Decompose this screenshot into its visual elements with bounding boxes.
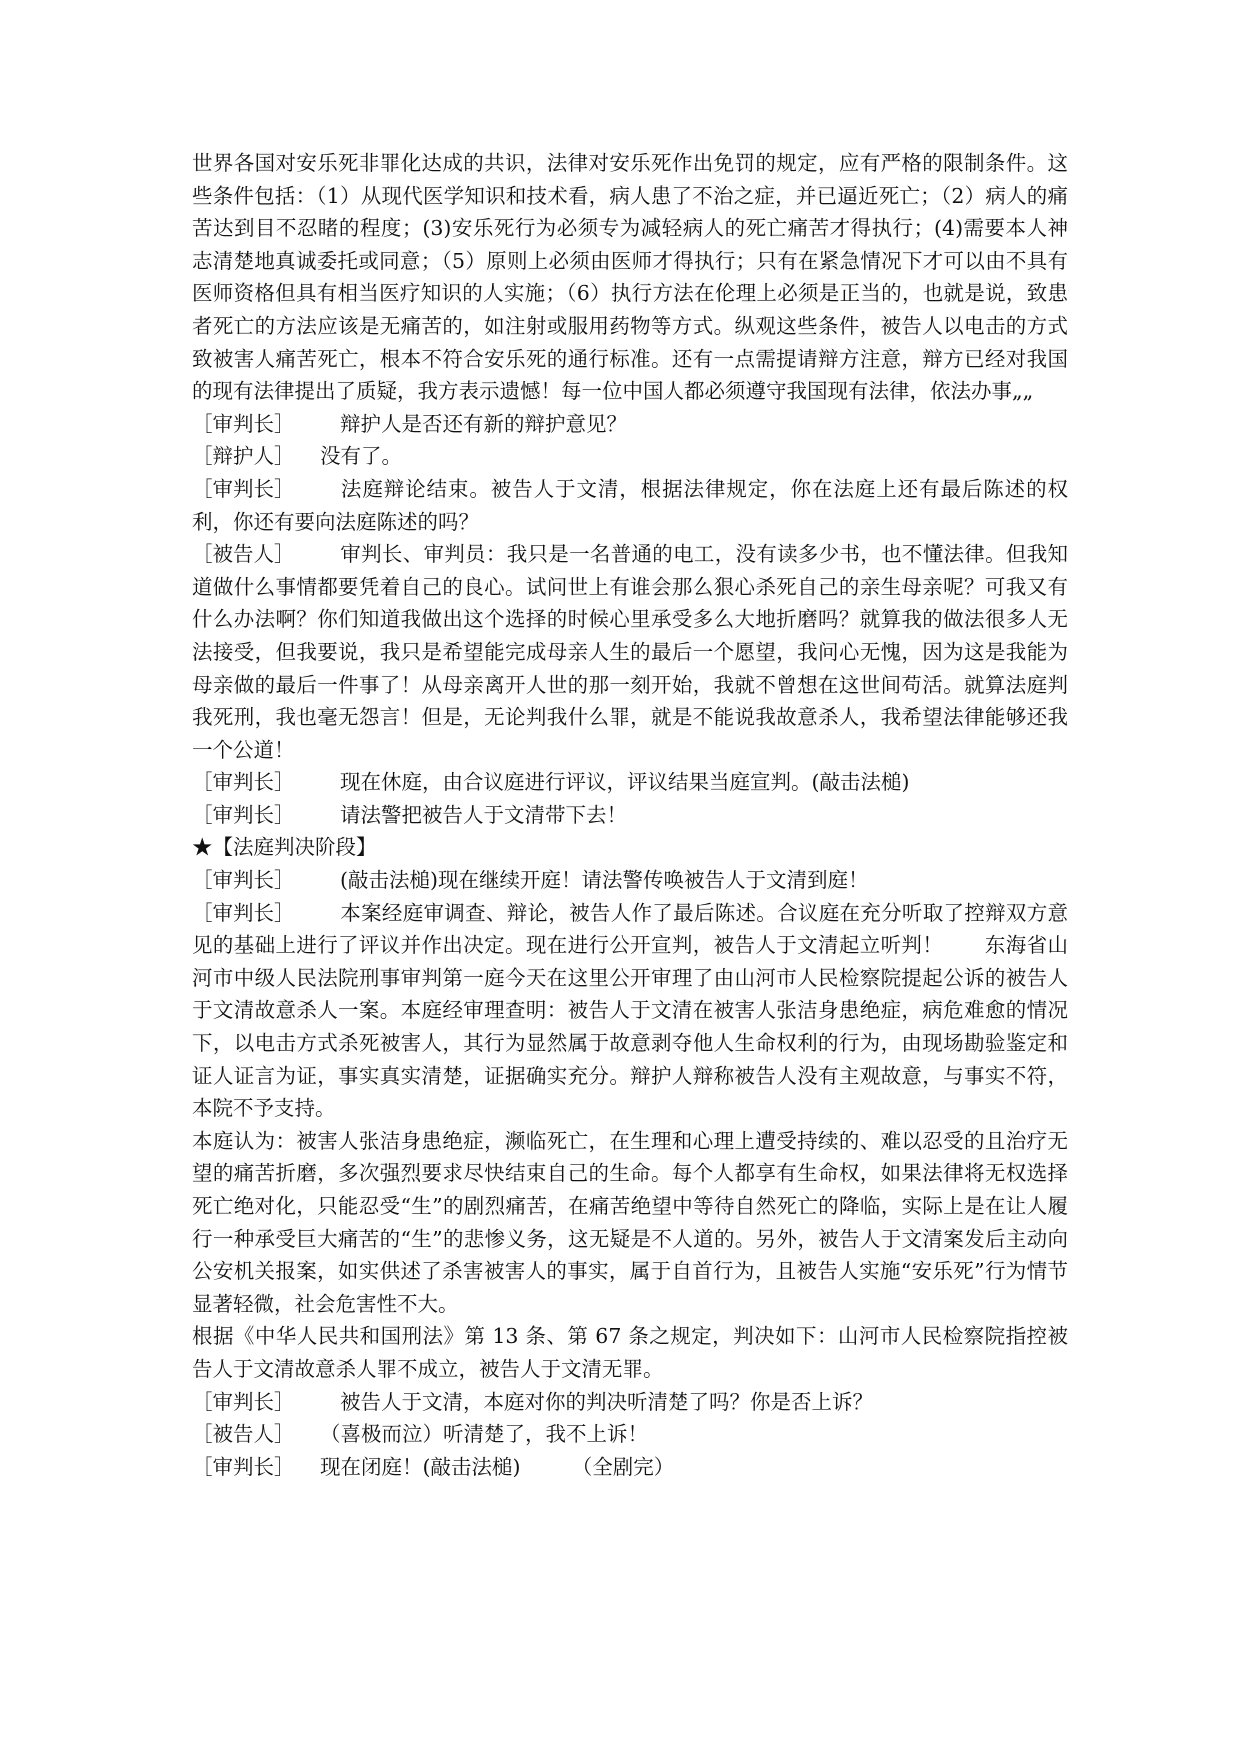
dialogue-text: 辩护人是否还有新的辩护意见？ (340, 411, 627, 436)
dialogue-turn (192, 766, 1068, 799)
dialogue-turn (192, 897, 1068, 1125)
dialogue-text: 没有了。 (320, 444, 402, 469)
speaker-label: ［审判长］ (192, 476, 295, 501)
verdict-paragraph: 根据《中华人民共和国刑法》第 13 条、第 67 条之规定，判决如下：山河市人民检察院指控被告人于文清故意杀人罪不成立，被告人于文清无罪。 (192, 1324, 1068, 1381)
dialogue-turn (192, 799, 1068, 832)
dialogue-turn (192, 408, 1068, 441)
speaker-label: ［辩护人］ (192, 444, 295, 469)
dialogue-turn (192, 538, 1068, 766)
dialogue-turn (192, 473, 1068, 538)
speaker-label: ［审判长］ (192, 802, 295, 827)
section-heading: ★【法庭判决阶段】 (192, 835, 377, 860)
court-finding-paragraph: 本庭认为：被害人张洁身患绝症，濒临死亡，在生理和心理上遭受持续的、难以忍受的且治疗无望的痛苦折磨，多次强烈要求尽快结束自己的生命。每个人都享有生命权，如果法律将无权选择死亡绝对化，只能忍受“生”的剧烈痛苦，在痛苦绝望中等待自然死亡的降临，实际上是在让人履行一种承受巨大痛苦的“生”的悲惨义务，这无疑是不人道的。另外，被告人于文清案发后主动向公安机关报案，如实供述了杀害被害人的事实，属于自首行为，且被告人实施“安乐死”行为情节显著轻微，社会危害性不大。 (192, 1128, 1068, 1316)
speaker-label: ［审判长］ (192, 868, 295, 893)
dialogue-text: 现在休庭，由合议庭进行评议，评议结果当庭宣判。(敲击法槌) (340, 770, 910, 795)
speaker-label: ［审判长］ (192, 770, 295, 795)
dialogue-turn (192, 1418, 1068, 1451)
dialogue-text: 被告人于文清，本庭对你的判决听清楚了吗？你是否上诉？ (340, 1389, 873, 1414)
dialogue-text: （喜极而泣）听清楚了，我不上诉！ (320, 1422, 648, 1447)
speaker-label: ［审判长］ (192, 411, 295, 436)
speaker-label: ［审判长］ (192, 1454, 295, 1479)
dialogue-text: 法庭辩论结束。被告人于文清，根据法律规定，你在法庭上还有最后陈述的权利，你还有要向法庭陈述的吗？ (192, 476, 1068, 534)
dialogue-turn (192, 864, 1068, 897)
dialogue-text: 现在闭庭！(敲击法槌) （全剧完） (320, 1454, 675, 1479)
dialogue-turn (192, 1451, 1068, 1484)
document-page (192, 147, 1068, 1483)
dialogue-turn (192, 440, 1068, 473)
dialogue-text: 本案经庭审调查、辩论，被告人作了最后陈述。合议庭在充分听取了控辩双方意见的基础上进行了评议并作出决定。现在进行公开宣判，被告人于文清起立听判！ 东海省山河市中级人民法院刑事审判第一庭今天在这里公开审理了由山河市人民检察院提起公诉的被告人于文清故意杀人一案。本庭经审理查明：被告人于文清在被害人张洁身患绝症，病危难愈的情况下，以电击方式杀死被害人，其行为显然属于故意剥夺他人生命权利的行为，由现场勘验鉴定和证人证言为证，事实真实清楚，证据确实充分。辩护人辩称被告人没有主观故意，与事实不符，本院不予支持。 (192, 900, 1068, 1121)
dialogue-text: 审判长、审判员：我只是一名普通的电工，没有读多少书，也不懂法律。但我知道做什么事情都要凭着自己的良心。试问世上有谁会那么狠心杀死自己的亲生母亲呢？可我又有什么办法啊？你们知道我做出这个选择的时候心里承受多么大地折磨吗？就算我的做法很多人无法接受，但我要说，我只是希望能完成母亲人生的最后一个愿望，我问心无愧，因为这是我能为母亲做的最后一件事了！从母亲离开人世的那一刻开始，我就不曾想在这世间苟活。就算法庭判我死刑，我也毫无怨言！但是，无论判我什么罪，就是不能说我故意杀人，我希望法律能够还我一个公道！ (192, 542, 1068, 762)
opening-paragraph: 世界各国对安乐死非罪化达成的共识，法律对安乐死作出免罚的规定，应有严格的限制条件。这些条件包括：（1）从现代医学知识和技术看，病人患了不治之症，并已逼近死亡；（2）病人的痛苦达到目不忍睹的程度；(3)安乐死行为必须专为减轻病人的死亡痛苦才得执行；(4)需要本人神志清楚地真诚委托或同意；（5）原则上必须由医师才得执行；只有在紧急情况下才可以由不具有医师资格但具有相当医疗知识的人实施；（6）执行方法在伦理上必须是正当的，也就是说，致患者死亡的方法应该是无痛苦的，如注射或服用药物等方式。纵观这些条件，被告人以电击的方式致被害人痛苦死亡，根本不符合安乐死的通行标准。还有一点需提请辩方注意，辩方已经对我国的现有法律提出了质疑，我方表示遗憾！每一位中国人都必须遵守我国现有法律，依法办事„„ (192, 151, 1068, 404)
speaker-label: ［被告人］ (192, 1422, 295, 1447)
dialogue-text: 请法警把被告人于文清带下去！ (340, 802, 627, 827)
speaker-label: ［审判长］ (192, 1389, 295, 1414)
speaker-label: ［被告人］ (192, 542, 295, 567)
dialogue-turn (192, 1386, 1068, 1419)
speaker-label: ［审判长］ (192, 900, 295, 925)
dialogue-text: (敲击法槌)现在继续开庭！请法警传唤被告人于文清到庭！ (340, 868, 869, 893)
